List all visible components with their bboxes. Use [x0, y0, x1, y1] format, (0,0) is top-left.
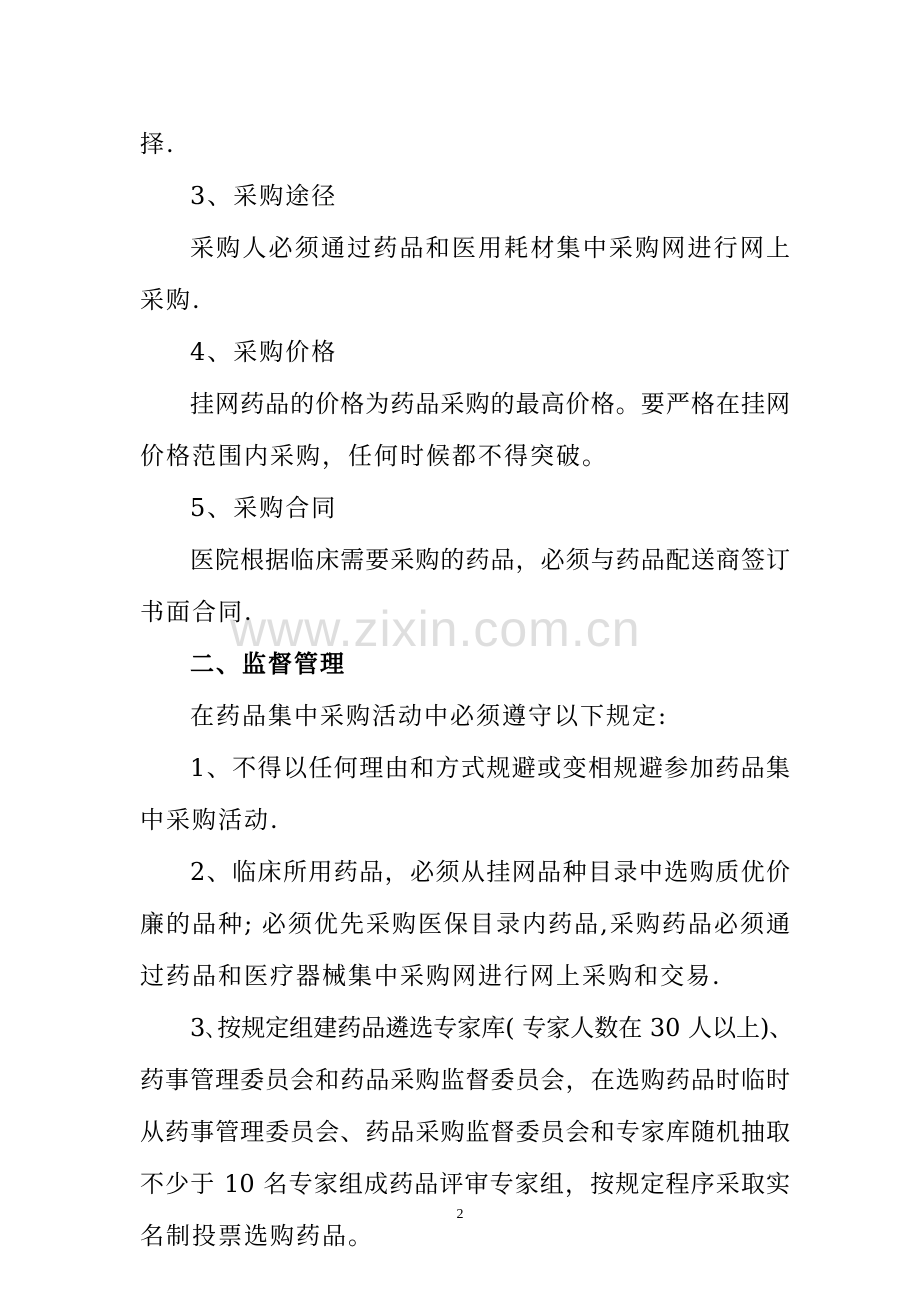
text-line: 不少于 10 名专家组成药品评审专家组，按规定程序采取实: [140, 1170, 790, 1198]
text-line: 药事管理委员会和药品采购监督委员会，在选购药品时临时: [140, 1066, 790, 1094]
text-line: 书面合同.: [140, 598, 254, 626]
text-line: 中采购活动.: [140, 806, 280, 834]
text-line: 在药品集中采购活动中必须遵守以下规定:: [190, 702, 669, 730]
text-line: 3､按规定组建药品遴选专家库( 专家人数在 30 人以上)、: [190, 1014, 794, 1042]
heading-supervision: 二、监督管理: [190, 650, 346, 678]
text-line: 采购.: [140, 286, 202, 314]
text-line: 2、临床所用药品，必须从挂网品种目录中选购质优价: [190, 858, 790, 886]
page-number: 2: [456, 1207, 464, 1222]
text-line: 挂网药品的价格为药品采购的最高价格。要严格在挂网: [190, 390, 790, 418]
text-line: 医院根据临床需要采购的药品，必须与药品配送商签订: [190, 546, 790, 574]
text-line: 择.: [140, 130, 176, 158]
text-line: 从药事管理委员会、药品采购监督委员会和专家库随机抽取: [140, 1118, 790, 1146]
text-line: 1、不得以任何理由和方式规避或变相规避参加药品集: [190, 754, 790, 782]
text-line: 廉的品种; 必须优先采购医保目录内药品,采购药品必须通: [140, 910, 790, 938]
text-line: 价格范围内采购，任何时候都不得突破。: [140, 442, 608, 470]
text-line: 过药品和医疗器械集中采购网进行网上采购和交易.: [140, 962, 722, 990]
section-title-purchase-route: 3、采购途径: [190, 182, 338, 210]
section-title-purchase-price: 4、采购价格: [190, 338, 338, 366]
text-line: 采购人必须通过药品和医用耗材集中采购网进行网上: [190, 234, 790, 262]
document-body: [140, 118, 794, 1262]
text-line: 名制投票选购药品。: [140, 1222, 374, 1250]
watermark: www.zixin.com.cn: [230, 601, 641, 657]
section-title-purchase-contract: 5、采购合同: [190, 494, 338, 522]
